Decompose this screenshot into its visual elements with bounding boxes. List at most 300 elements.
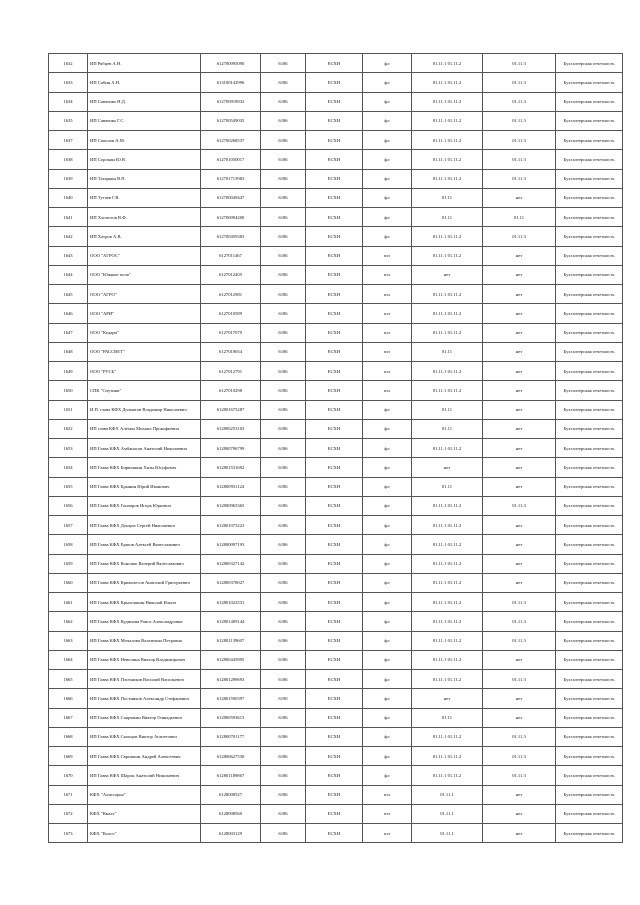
row-number-cell: 1670	[49, 766, 88, 785]
tax-regime-cell: ЕСХН	[306, 824, 363, 843]
taxpayer-name-cell: КФХ "Кнахт"	[88, 804, 201, 823]
document-type-cell: Бухгалтерская отчетность	[556, 304, 623, 323]
person-type-cell: юл	[363, 285, 412, 304]
person-type-cell: фл	[363, 227, 412, 246]
okved-codes-cell: 01.11.1 01.11.2	[412, 54, 483, 73]
person-type-cell: фл	[363, 439, 412, 458]
person-type-cell: фл	[363, 208, 412, 227]
tax-office-code-cell: 6186	[261, 92, 306, 111]
okved-secondary-cell: нет	[483, 304, 556, 323]
row-number-cell: 1660	[49, 573, 88, 592]
table-row	[49, 111, 623, 130]
taxpayer-name-cell: ИП Глава КФХ Конопко Валерий Вячеславович	[88, 554, 201, 573]
table-row	[49, 477, 623, 496]
person-type-cell: фл	[363, 111, 412, 130]
okved-codes-cell: 01.11.1 01.11.2	[412, 593, 483, 612]
okved-secondary-cell: 01.11	[483, 208, 556, 227]
table-row	[49, 169, 623, 188]
row-number-cell: 1657	[49, 516, 88, 535]
taxpayer-name-cell: ООО "АГРОС"	[88, 246, 201, 265]
document-type-cell: Бухгалтерская отчетность	[556, 650, 623, 669]
table-row	[49, 747, 623, 766]
tax-office-code-cell: 6186	[261, 766, 306, 785]
row-number-cell: 1659	[49, 554, 88, 573]
row-number-cell: 1667	[49, 708, 88, 727]
okved-codes-cell: 01.11.1 01.11.2	[412, 381, 483, 400]
taxpayer-name-cell: ИП Глава КФХ Кудинова Раиса Александровна	[88, 612, 201, 631]
person-type-cell: фл	[363, 670, 412, 689]
row-number-cell: 1668	[49, 727, 88, 746]
document-type-cell: Бухгалтерская отчетность	[556, 727, 623, 746]
table-row	[49, 381, 623, 400]
document-type-cell: Бухгалтерская отчетность	[556, 169, 623, 188]
okved-codes-cell: 01.11.1 01.11.2	[412, 92, 483, 111]
document-type-cell: Бухгалтерская отчетность	[556, 150, 623, 169]
person-type-cell: юл	[363, 246, 412, 265]
taxpayer-name-cell: ИП Рябцев А.Н.	[88, 54, 201, 73]
inn-cell: 6127010589	[201, 304, 261, 323]
document-type-cell: Бухгалтерская отчетность	[556, 419, 623, 438]
person-type-cell: юл	[363, 342, 412, 361]
tax-regime-cell: ЕСХН	[306, 265, 363, 284]
row-number-cell: 1635	[49, 111, 88, 130]
row-number-cell: 1640	[49, 188, 88, 207]
okved-codes-cell: 01.11	[412, 188, 483, 207]
person-type-cell: юл	[363, 804, 412, 823]
okved-codes-cell: 01.11.1 01.11.2	[412, 766, 483, 785]
registry-table	[48, 53, 623, 843]
taxpayer-name-cell: ИП Хатров А.В.	[88, 227, 201, 246]
tax-regime-cell: ЕСХН	[306, 111, 363, 130]
okved-codes-cell: 01.11.1 01.11.2	[412, 727, 483, 746]
row-number-cell: 1666	[49, 689, 88, 708]
tax-regime-cell: ЕСХН	[306, 573, 363, 592]
okved-secondary-cell: нет	[483, 246, 556, 265]
okved-codes-cell: 01.11	[412, 477, 483, 496]
person-type-cell: фл	[363, 593, 412, 612]
row-number-cell: 1658	[49, 535, 88, 554]
okved-secondary-cell: нет	[483, 516, 556, 535]
tax-office-code-cell: 6186	[261, 612, 306, 631]
person-type-cell: фл	[363, 747, 412, 766]
table-row	[49, 554, 623, 573]
tax-office-code-cell: 6186	[261, 747, 306, 766]
tax-office-code-cell: 6186	[261, 304, 306, 323]
person-type-cell: фл	[363, 573, 412, 592]
tax-office-code-cell: 6186	[261, 727, 306, 746]
row-number-cell: 1642	[49, 227, 88, 246]
person-type-cell: фл	[363, 458, 412, 477]
tax-office-code-cell: 6186	[261, 227, 306, 246]
okved-codes-cell: 01.11.1 01.11.2	[412, 554, 483, 573]
document-type-cell: Бухгалтерская отчетность	[556, 208, 623, 227]
taxpayer-name-cell: ИП Глава КФХ Бирюшкин Хизы Юсуфович	[88, 458, 201, 477]
person-type-cell: фл	[363, 92, 412, 111]
inn-cell: 6127012405	[201, 265, 261, 284]
taxpayer-name-cell: ИП Глава КФХ Амбанасов Анатолий Николаевич	[88, 439, 201, 458]
taxpayer-name-cell: ИП Глава КФХ Донцов Сергей Николаевич	[88, 516, 201, 535]
okved-secondary-cell: 01.11.3	[483, 150, 556, 169]
inn-cell: 612800701177	[201, 727, 261, 746]
taxpayer-name-cell: ИП Глава КФХ Криволесов Анатолий Григорьевич	[88, 573, 201, 592]
table-row	[49, 304, 623, 323]
document-type-cell: Бухгалтерская отчетность	[556, 804, 623, 823]
okved-codes-cell: 01.11.1 01.11.2	[412, 612, 483, 631]
okved-secondary-cell: нет	[483, 323, 556, 342]
okved-secondary-cell: 01.11.3	[483, 111, 556, 130]
okved-codes-cell: 01.11.1 01.11.2	[412, 516, 483, 535]
tax-regime-cell: ЕСХН	[306, 73, 363, 92]
document-type-cell: Бухгалтерская отчетность	[556, 227, 623, 246]
person-type-cell: фл	[363, 727, 412, 746]
taxpayer-name-cell: ИП Соколов А.М.	[88, 131, 201, 150]
inn-cell: 612700268537	[201, 131, 261, 150]
okved-codes-cell: 01.11	[412, 342, 483, 361]
table-row	[49, 265, 623, 284]
okved-secondary-cell: нет	[483, 650, 556, 669]
tax-regime-cell: ЕСХН	[306, 246, 363, 265]
inn-cell: 612801289693	[201, 670, 261, 689]
person-type-cell: юл	[363, 362, 412, 381]
table-row	[49, 419, 623, 438]
inn-cell: 612700049447	[201, 188, 261, 207]
taxpayer-name-cell: ИП Глава КФХ Ершов Алексей Вячеславович	[88, 535, 201, 554]
person-type-cell: фл	[363, 766, 412, 785]
tax-office-code-cell: 6186	[261, 804, 306, 823]
document-type-cell: Бухгалтерская отчетность	[556, 573, 623, 592]
okved-secondary-cell: нет	[483, 265, 556, 284]
inn-cell: 612800965365	[201, 496, 261, 515]
table-row	[49, 285, 623, 304]
tax-regime-cell: ЕСХН	[306, 150, 363, 169]
person-type-cell: юл	[363, 381, 412, 400]
person-type-cell: фл	[363, 54, 412, 73]
table-row	[49, 323, 623, 342]
row-number-cell: 1638	[49, 150, 88, 169]
row-number-cell: 1672	[49, 804, 88, 823]
okved-codes-cell: 01.11.1 01.11.2	[412, 227, 483, 246]
okved-secondary-cell: нет	[483, 400, 556, 419]
taxpayer-name-cell: ИП Глава КФХ Плотников Василий Васильевич	[88, 670, 201, 689]
row-number-cell: 1655	[49, 477, 88, 496]
okved-secondary-cell: 01.11.3	[483, 766, 556, 785]
person-type-cell: фл	[363, 612, 412, 631]
okved-codes-cell: 01.11.1 01.11.2	[412, 573, 483, 592]
person-type-cell: юл	[363, 323, 412, 342]
document-type-cell: Бухгалтерская отчетность	[556, 670, 623, 689]
table-row	[49, 188, 623, 207]
tax-regime-cell: ЕСХН	[306, 381, 363, 400]
tax-regime-cell: ЕСХН	[306, 458, 363, 477]
okved-secondary-cell: 01.11.3	[483, 169, 556, 188]
inn-cell: 612801531692	[201, 458, 261, 477]
okved-codes-cell: 01.11.1 01.11.2	[412, 747, 483, 766]
tax-office-code-cell: 6186	[261, 573, 306, 592]
tax-office-code-cell: 6186	[261, 593, 306, 612]
okved-secondary-cell: 01.11.3	[483, 593, 556, 612]
row-number-cell: 1633	[49, 73, 88, 92]
taxpayer-name-cell: ИП Татаркин В.П.	[88, 169, 201, 188]
tax-office-code-cell: 6186	[261, 458, 306, 477]
inn-cell: 612801409144	[201, 612, 261, 631]
tax-office-code-cell: 6186	[261, 342, 306, 361]
okved-secondary-cell: нет	[483, 554, 556, 573]
inn-cell: 612801189867	[201, 766, 261, 785]
okved-secondary-cell: 01.11.3	[483, 92, 556, 111]
okved-codes-cell: 01.11.1 01.11.2	[412, 439, 483, 458]
row-number-cell: 1673	[49, 824, 88, 843]
tax-office-code-cell: 6186	[261, 73, 306, 92]
tax-office-code-cell: 6186	[261, 362, 306, 381]
tax-regime-cell: ЕСХН	[306, 631, 363, 650]
document-type-cell: Бухгалтерская отчетность	[556, 362, 623, 381]
tax-regime-cell: ЕСХН	[306, 362, 363, 381]
person-type-cell: фл	[363, 419, 412, 438]
taxpayer-name-cell: ИП Савченко Г.С.	[88, 111, 201, 130]
tax-office-code-cell: 6186	[261, 631, 306, 650]
tax-regime-cell: ЕСХН	[306, 477, 363, 496]
inn-cell: 613100142996	[201, 73, 261, 92]
tax-office-code-cell: 6186	[261, 169, 306, 188]
taxpayer-name-cell: ИП глава КФХ Алёхин Михаил Прокофьевич	[88, 419, 201, 438]
inn-cell: 612801139607	[201, 631, 261, 650]
tax-office-code-cell: 6186	[261, 419, 306, 438]
tax-office-code-cell: 6186	[261, 208, 306, 227]
inn-cell: 6127017079	[201, 323, 261, 342]
inn-cell: 612700918932	[201, 92, 261, 111]
taxpayer-name-cell: СПК "Спутник"	[88, 381, 201, 400]
okved-codes-cell: 01.11	[412, 400, 483, 419]
inn-cell: 612801590397	[201, 689, 261, 708]
row-number-cell: 1656	[49, 496, 88, 515]
document-type-cell: Бухгалтерская отчетность	[556, 400, 623, 419]
tax-regime-cell: ЕСХН	[306, 516, 363, 535]
okved-secondary-cell: 01.11.3	[483, 727, 556, 746]
okved-secondary-cell: 01.11.3	[483, 496, 556, 515]
table-row	[49, 227, 623, 246]
person-type-cell: юл	[363, 304, 412, 323]
taxpayer-name-cell: ООО "АГРО"	[88, 285, 201, 304]
document-type-cell: Бухгалтерская отчетность	[556, 593, 623, 612]
row-number-cell: 1650	[49, 381, 88, 400]
tax-office-code-cell: 6186	[261, 150, 306, 169]
taxpayer-name-cell: ИП Глава КФХ Постников Александр Стефанович	[88, 689, 201, 708]
person-type-cell: юл	[363, 785, 412, 804]
okved-secondary-cell: нет	[483, 535, 556, 554]
taxpayer-name-cell: ИП Сорокин Ю.В.	[88, 150, 201, 169]
tax-regime-cell: ЕСХН	[306, 496, 363, 515]
row-number-cell: 1645	[49, 285, 88, 304]
taxpayer-name-cell: ИП Глава КФХ Скопцов Виктор Агапетович	[88, 727, 201, 746]
okved-secondary-cell: 01.11.3	[483, 747, 556, 766]
tax-office-code-cell: 6186	[261, 265, 306, 284]
person-type-cell: юл	[363, 265, 412, 284]
tax-regime-cell: ЕСХН	[306, 727, 363, 746]
inn-cell: 6128008560	[201, 804, 261, 823]
taxpayer-name-cell: ИП Глава КФХ Неволина Виктор Владимирович	[88, 650, 201, 669]
okved-codes-cell: 01.11.1 01.11.2	[412, 304, 483, 323]
tax-regime-cell: ЕСХН	[306, 304, 363, 323]
row-number-cell: 1648	[49, 342, 88, 361]
document-type-cell: Бухгалтерская отчетность	[556, 188, 623, 207]
document-type-cell: Бухгалтерская отчетность	[556, 824, 623, 843]
document-type-cell: Бухгалтерская отчетность	[556, 92, 623, 111]
tax-office-code-cell: 6186	[261, 188, 306, 207]
okved-secondary-cell: 01.11.3	[483, 131, 556, 150]
okved-codes-cell: 01.11.1 01.11.2	[412, 631, 483, 650]
tax-regime-cell: ЕСХН	[306, 650, 363, 669]
okved-codes-cell: 01.11	[412, 708, 483, 727]
okved-codes-cell: 01.11.1 01.11.2	[412, 111, 483, 130]
table-row	[49, 727, 623, 746]
table-row	[49, 612, 623, 631]
person-type-cell: фл	[363, 708, 412, 727]
document-type-cell: Бухгалтерская отчетность	[556, 323, 623, 342]
table-row	[49, 362, 623, 381]
tax-office-code-cell: 6186	[261, 650, 306, 669]
inn-cell: 6128008527	[201, 785, 261, 804]
table-row	[49, 92, 623, 111]
okved-codes-cell: 01.11.1 01.11.2	[412, 362, 483, 381]
tax-regime-cell: ЕСХН	[306, 131, 363, 150]
tax-regime-cell: ЕСХН	[306, 689, 363, 708]
tax-regime-cell: ЕСХН	[306, 208, 363, 227]
document-type-cell: Бухгалтерская отчетность	[556, 535, 623, 554]
inn-cell: 612801022531	[201, 593, 261, 612]
document-type-cell: Бухгалтерская отчетность	[556, 708, 623, 727]
document-type-cell: Бухгалтерская отчетность	[556, 554, 623, 573]
okved-codes-cell: 01.11.1	[412, 785, 483, 804]
inn-cell: 612800097193	[201, 535, 261, 554]
tax-regime-cell: ЕСХН	[306, 593, 363, 612]
row-number-cell: 1662	[49, 612, 88, 631]
okved-codes-cell: 01.11.1	[412, 804, 483, 823]
okved-secondary-cell: нет	[483, 573, 556, 592]
person-type-cell: фл	[363, 535, 412, 554]
tax-office-code-cell: 6186	[261, 496, 306, 515]
row-number-cell: 1651	[49, 400, 88, 419]
person-type-cell: фл	[363, 188, 412, 207]
person-type-cell: фл	[363, 131, 412, 150]
tax-office-code-cell: 6186	[261, 323, 306, 342]
okved-codes-cell: 01.11.1 01.11.2	[412, 670, 483, 689]
taxpayer-name-cell: ИП Глава КФХ Мочалова Валентина Петровна	[88, 631, 201, 650]
table-row	[49, 766, 623, 785]
tax-office-code-cell: 6186	[261, 477, 306, 496]
person-type-cell: фл	[363, 689, 412, 708]
okved-secondary-cell: нет	[483, 439, 556, 458]
tax-regime-cell: ЕСХН	[306, 670, 363, 689]
tax-regime-cell: ЕСХН	[306, 785, 363, 804]
okved-secondary-cell: 01.11.3	[483, 54, 556, 73]
tax-office-code-cell: 6186	[261, 516, 306, 535]
okved-codes-cell: 01.11.1 01.11.2	[412, 535, 483, 554]
table-row	[49, 439, 623, 458]
table-row	[49, 150, 623, 169]
tax-office-code-cell: 6186	[261, 670, 306, 689]
inn-cell: 612801075223	[201, 516, 261, 535]
document-type-cell: Бухгалтерская отчетность	[556, 265, 623, 284]
taxpayer-name-cell: ИП Глава КФХ Сапрыкин Виктор Геннадьевич	[88, 708, 201, 727]
okved-secondary-cell: 01.11.3	[483, 612, 556, 631]
inn-cell: 6127012791	[201, 362, 261, 381]
tax-regime-cell: ЕСХН	[306, 439, 363, 458]
inn-cell: 612700459383	[201, 227, 261, 246]
document-type-cell: Бухгалтерская отчетность	[556, 342, 623, 361]
inn-cell: 612800253103	[201, 419, 261, 438]
inn-cell: 612800627530	[201, 747, 261, 766]
okved-secondary-cell: нет	[483, 785, 556, 804]
row-number-cell: 1639	[49, 169, 88, 188]
taxpayer-name-cell: ООО "Южные поля"	[88, 265, 201, 284]
okved-codes-cell: 01.11	[412, 419, 483, 438]
row-number-cell: 1663	[49, 631, 88, 650]
document-type-cell: Бухгалтерская отчетность	[556, 516, 623, 535]
taxpayer-name-cell: И.П. глава КФХ Долматов Владимир Николаевич	[88, 400, 201, 419]
taxpayer-name-cell: ИП Глава КФХ Брынин Юрий Иванович	[88, 477, 201, 496]
tax-regime-cell: ЕСХН	[306, 54, 363, 73]
tax-regime-cell: ЕСХН	[306, 419, 363, 438]
table-row	[49, 131, 623, 150]
tax-office-code-cell: 6186	[261, 708, 306, 727]
okved-secondary-cell: нет	[483, 188, 556, 207]
okved-codes-cell: 01.11	[412, 208, 483, 227]
person-type-cell: фл	[363, 496, 412, 515]
row-number-cell: 1643	[49, 246, 88, 265]
inn-cell: 6127010654	[201, 342, 261, 361]
person-type-cell: фл	[363, 150, 412, 169]
tax-office-code-cell: 6186	[261, 131, 306, 150]
inn-cell: 6127010298	[201, 381, 261, 400]
tax-office-code-cell: 6190	[261, 689, 306, 708]
okved-codes-cell: 01.11.1 01.11.2	[412, 150, 483, 169]
document-type-cell: Бухгалтерская отчетность	[556, 766, 623, 785]
document-type-cell: Бухгалтерская отчетность	[556, 285, 623, 304]
inn-cell: 612800378027	[201, 573, 261, 592]
document-type-cell: Бухгалтерская отчетность	[556, 689, 623, 708]
person-type-cell: фл	[363, 631, 412, 650]
tax-office-code-cell: 6186	[261, 824, 306, 843]
person-type-cell: фл	[363, 169, 412, 188]
document-type-cell: Бухгалтерская отчетность	[556, 111, 623, 130]
document-type-cell: Бухгалтерская отчетность	[556, 246, 623, 265]
tax-regime-cell: ЕСХН	[306, 323, 363, 342]
inn-cell: 6128003129	[201, 824, 261, 843]
okved-secondary-cell: нет	[483, 708, 556, 727]
tax-office-code-cell: 6186	[261, 285, 306, 304]
taxpayer-name-cell: ИП Глава КФХ Скрипкин Андрей Алексеевич	[88, 747, 201, 766]
tax-regime-cell: ЕСХН	[306, 342, 363, 361]
okved-codes-cell: 01.11.1 01.11.2	[412, 323, 483, 342]
okved-secondary-cell: 01.11.3	[483, 73, 556, 92]
taxpayer-name-cell: КФХ "Алиссарья"	[88, 785, 201, 804]
document-type-cell: Бухгалтерская отчетность	[556, 631, 623, 650]
row-number-cell: 1649	[49, 362, 88, 381]
table-row	[49, 804, 623, 823]
tax-office-code-cell: 6186	[261, 400, 306, 419]
okved-secondary-cell: нет	[483, 824, 556, 843]
okved-codes-cell: нет	[412, 458, 483, 477]
document-type-cell: Бухгалтерская отчетность	[556, 496, 623, 515]
document-type-cell: Бухгалтерская отчетность	[556, 458, 623, 477]
table-row	[49, 535, 623, 554]
table-row	[49, 824, 623, 843]
row-number-cell: 1661	[49, 593, 88, 612]
table-row	[49, 342, 623, 361]
row-number-cell: 1653	[49, 439, 88, 458]
inn-cell: 612800931124	[201, 477, 261, 496]
inn-cell: 612800593613	[201, 708, 261, 727]
